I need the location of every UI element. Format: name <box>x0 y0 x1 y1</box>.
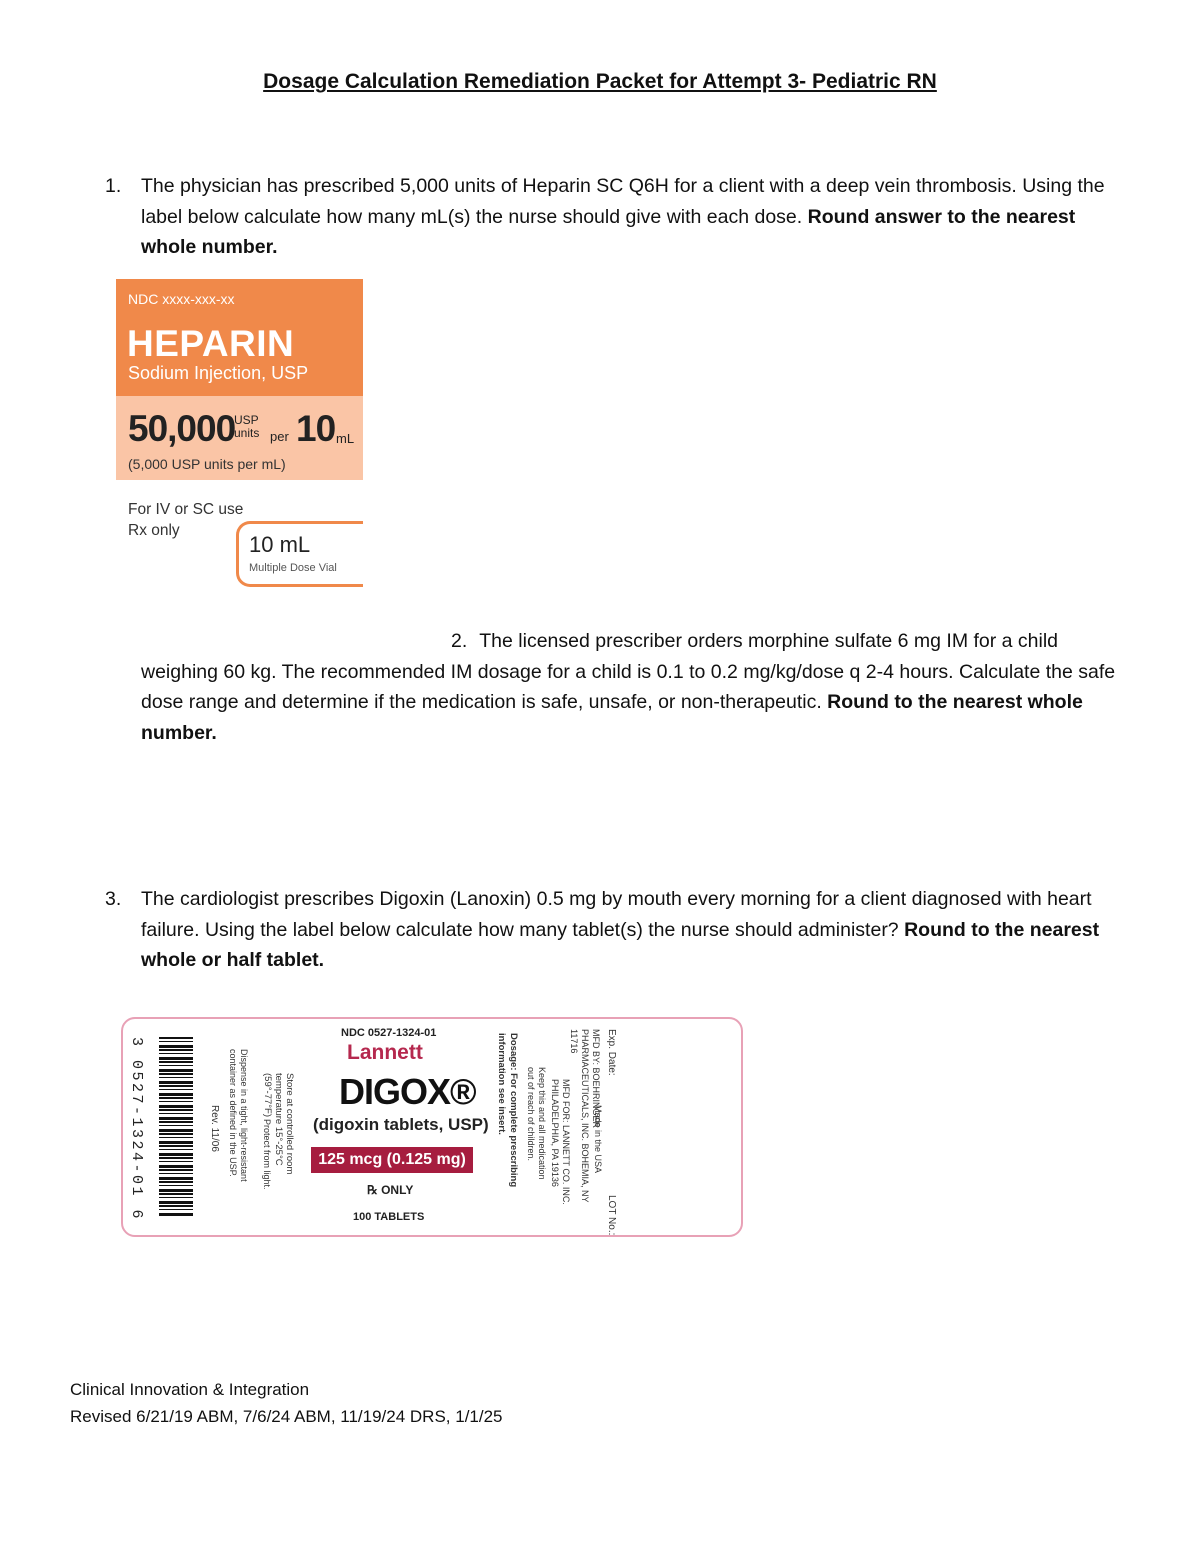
heparin-amount: 50,000 <box>128 408 236 449</box>
footer-department: Clinical Innovation & Integration <box>70 1380 310 1399</box>
heparin-volume-unit: mL <box>336 431 355 446</box>
digox-upc: 3 0527-1324-01 6 <box>128 1037 145 1222</box>
heparin-concentration: (5,000 USP units per mL) <box>128 456 286 472</box>
digox-exp: Exp. Date: <box>606 1029 617 1076</box>
heparin-route: For IV or SC use <box>128 501 244 518</box>
heparin-use <box>128 499 243 541</box>
digox-storage-light: Protect from light. <box>262 1119 272 1190</box>
question-3 <box>105 884 1131 976</box>
digox-name: DIGOX® <box>339 1071 476 1112</box>
digox-mfd-for: MFD FOR: LANNETT CO. INC. PHILADELPHIA, PA 19136 <box>550 1079 571 1205</box>
heparin-per: per <box>270 429 289 444</box>
heparin-rx: Rx only <box>128 522 180 539</box>
heparin-usp: USP <box>234 413 259 427</box>
question-3-number: 3. <box>105 888 122 910</box>
question-1-instruction: Round answer to the nearest whole number. <box>141 205 1076 258</box>
digox-strength: 125 mcg (0.125 mg) <box>311 1147 473 1173</box>
heparin-label <box>116 279 363 591</box>
heparin-vial-type: Multiple Dose Vial <box>249 562 337 574</box>
question-3-text: The cardiologist prescribes Digoxin (Lanoxin) 0.5 mg by mouth every morning for a client diagnosed with heart failure. Using the label below calculate how many tablet(s) the nurse should administer? <box>141 888 1092 941</box>
heparin-volume-number: 10 <box>296 408 336 449</box>
digox-ndc: NDC 0527-1324-01 <box>341 1027 437 1039</box>
digox-dosage: Dosage: For complete prescribing information see insert. <box>496 1033 519 1188</box>
question-2-number: 2. <box>451 630 468 652</box>
digox-lot: LOT No.: <box>606 1195 617 1236</box>
lannett-logo: Lannett <box>347 1041 423 1064</box>
page-title: Dosage Calculation Remediation Packet for Attempt 3- Pediatric RN <box>263 70 937 93</box>
heparin-label-header <box>116 279 363 396</box>
digox-count: 100 TABLETS <box>353 1211 425 1223</box>
digox-label <box>121 1017 743 1237</box>
heparin-ndc: NDC xxxx-xxx-xx <box>128 291 235 307</box>
digox-generic: (digoxin tablets, USP) <box>313 1115 489 1134</box>
digox-mfd-by: MFD BY: BOEHRINGER PHARMACEUTICALS, INC. BOHEMIA, NY 11716 <box>569 1029 601 1203</box>
digox-dispense: Dispense in a tight, light-resistant container as defined in the USP. <box>228 1049 249 1182</box>
question-2-instruction: Round to the nearest whole number. <box>141 691 1083 744</box>
question-3-instruction: Round to the nearest whole or half tablet. <box>141 918 1100 971</box>
heparin-strength-band <box>116 396 363 480</box>
heparin-name: HEPARIN <box>127 323 295 364</box>
digox-storage: Store at controlled room temperature 15°-25°C (59°-77°F) <box>262 1073 295 1175</box>
question-1-text: The physician has prescribed 5,000 units of Heparin SC Q6H for a client with a deep vein thrombosis. Using the label below calculate how many mL(s) the nurse should give with each dose. <box>141 175 1105 228</box>
question-2 <box>141 626 1131 748</box>
digox-rx: ℞ ONLY <box>367 1183 414 1197</box>
heparin-usp-units <box>234 414 259 440</box>
question-1 <box>105 171 1131 263</box>
digox-revision: Rev. 11/06 <box>209 1105 220 1152</box>
footer-revised: Revised 6/21/19 ABM, 7/6/24 ABM, 11/19/24 DRS, 1/1/25 <box>70 1407 503 1426</box>
heparin-units: units <box>234 426 260 440</box>
digox-keep: Keep this and all medication out of reach of children. <box>526 1067 547 1180</box>
question-1-number: 1. <box>105 175 122 197</box>
question-2-text: The licensed prescriber orders morphine sulfate 6 mg IM for a child weighing 60 kg. The recommended IM dosage for a child is 0.1 to 0.2 mg/kg/dose q 2-4 hours. Calculate the safe dose range and determine if the medication is safe, unsafe, or non-therapeutic. <box>141 630 1116 713</box>
heparin-subtitle: Sodium Injection, USP <box>128 363 309 383</box>
heparin-vial-volume: 10 mL <box>249 532 311 557</box>
digox-made: Made in the USA <box>593 1105 603 1174</box>
heparin-vial-box <box>236 521 363 587</box>
barcode-icon <box>159 1037 193 1217</box>
